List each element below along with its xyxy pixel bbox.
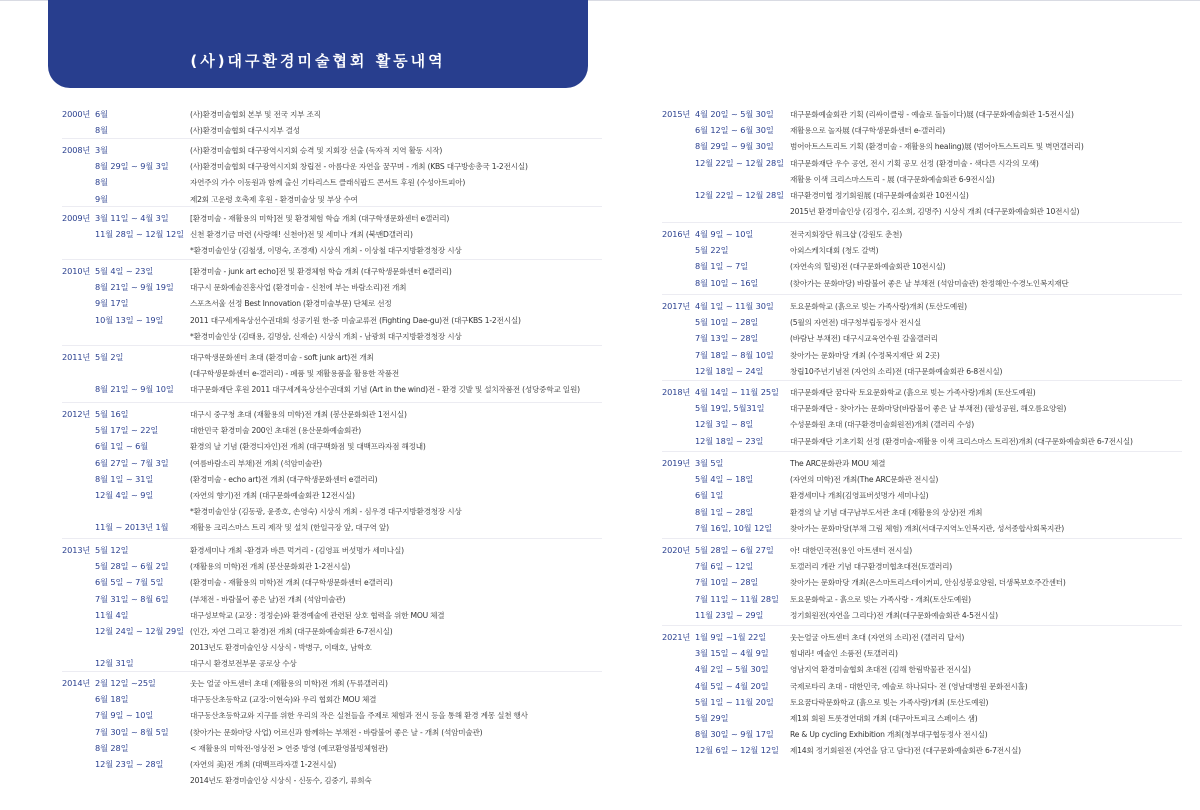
activity-date: 5월 1일 ~ 11월 20일 (695, 696, 774, 707)
activity-row (662, 125, 1182, 141)
activity-description: (환경미술 - echo art)전 개최 (대구학생문화센터 e갤러리) (190, 474, 378, 484)
activity-row (662, 387, 1182, 403)
year-label: 2012년 (62, 409, 91, 419)
activity-row (662, 261, 1182, 277)
activity-date: 12월 18일 ~ 24일 (695, 365, 764, 376)
activity-description: (바람난 부채전) 대구시교육연수원 갈울갤러리 (790, 334, 938, 344)
activity-row (62, 229, 602, 245)
activity-date: 7월 13일 ~ 28일 (695, 333, 759, 344)
activity-row (662, 174, 1182, 190)
activity-description: 환경의 날 기념 대구남부도서관 초대 (재활용의 상상)전 개최 (790, 507, 983, 517)
activity-description: 대구성보학교 (교장 : 정정순)와 환경예술에 관련된 상호 협력을 위한 MOU 체결 (190, 610, 445, 620)
activity-date: 5월 10일 ~ 28일 (695, 317, 759, 328)
activity-date: 8월 30일 ~ 9월 17일 (695, 729, 774, 740)
activity-description: 수성문화원 초대 (대구환경미술회원전)개최 (갤러리 수성) (790, 420, 975, 430)
activity-description: 대한민국 환경미술 200인 초대전 (용산문화예술회관) (190, 426, 361, 436)
activity-date: 2월 12일 ~25일 (95, 678, 156, 688)
activity-date: 5월 4일 ~ 23일 (95, 266, 154, 276)
activity-description: (환경미술 - 재활용의 미학)전 개최 (대구학생문화센터 e갤러리) (190, 578, 393, 588)
activity-row (62, 626, 602, 642)
activity-row (62, 384, 602, 400)
activity-description: *환경미술인상 (김동광, 윤종호, 손영숙) 시상식 개최 - 심우경 대구지방환경청장 시상 (190, 507, 462, 517)
activity-row (662, 350, 1182, 366)
activity-description: *환경미술인상 (김태용, 김명삼, 신재순) 시상식 개최 - 남광희 대구지방환경청장 시상 (190, 331, 462, 341)
activity-date: 3월 5일 (695, 458, 724, 468)
group-divider (62, 345, 602, 346)
activity-row (62, 678, 602, 694)
activity-description: (자연의 미학)전 개최(The ARC문화관 전시실) (790, 475, 939, 485)
activity-row (62, 425, 602, 441)
activity-description: 대구문화재단 후원 2011 대구세계육상선수권대회 기념 (Art in the wind)전 - 환경 깃발 및 설치작품전 (성당중학교 일원) (190, 385, 580, 395)
activity-row (62, 409, 602, 425)
year-label: 2017년 (662, 301, 691, 311)
activity-description: 토요꿈다락문화학교 (흙으로 빚는 가족사랑)개최 (토산도예원) (790, 697, 989, 707)
year-label: 2013년 (62, 545, 91, 555)
activity-description: [환경미술 - junk art echo]전 및 환경체험 학습 개최 (대구학생문화센터 e갤러리) (190, 267, 452, 276)
activity-row (62, 177, 602, 193)
activity-date: 4월 9일 ~ 10일 (695, 229, 754, 239)
activity-date: 12월 24일 ~ 12월 29일 (95, 626, 184, 636)
activity-description: 찾아가는 문화마당 개최 (수정복지재단 외 2곳) (790, 350, 940, 360)
activity-row (62, 109, 602, 125)
activity-date: 12월 22일 ~ 12월 28일 (695, 190, 784, 200)
activity-description: 대구시 중구청 초대 (재활용의 미학)전 개최 (봉산문화회관 1전시실) (190, 410, 407, 419)
group-divider (62, 259, 602, 260)
activity-row (62, 441, 602, 457)
group-divider (62, 402, 602, 403)
activity-row (662, 301, 1182, 317)
activity-description: 국제로타리 초대 - 대한민국, 예술로 하나되다- 전 (영남대병원 문화전시홀) (790, 681, 1028, 691)
activity-description: 힘내라! 예술인 소품전 (토갤러리) (790, 649, 898, 659)
activity-description: The ARC문화관과 MOU 체결 (790, 459, 886, 468)
activity-row (662, 561, 1182, 577)
activity-date: 10월 13일 ~ 19일 (95, 314, 164, 325)
group-divider (662, 451, 1182, 452)
activity-date: 7월 18일 ~ 8월 10일 (695, 349, 774, 360)
activity-description: 2011 대구세계육상선수권대회 성공기원 한-중 미술교류전 (Fighting Dae-gu)전 (대구KBS 1-2전시실) (190, 315, 521, 325)
activity-description: 환경세미나 개최(김영표버섯명가 세미나실) (790, 491, 929, 501)
activity-row (62, 743, 602, 759)
activity-row (62, 522, 602, 538)
activity-date: 11월 23일 ~ 29일 (695, 609, 764, 620)
activity-date: 11월 ~ 2013년 1월 (95, 522, 169, 533)
activity-date: 4월 2일 ~ 5월 30일 (695, 664, 769, 675)
activity-date: 8월 29일 ~ 9월 30일 (695, 141, 774, 152)
activity-row (662, 610, 1182, 626)
activity-description: 대구문화재단 기초기획 선정 (환경미술-재활용 이색 크리스마스 트리전)개최 (대구문화예술회관 6-7전시실) (790, 436, 1133, 446)
activity-row (662, 109, 1182, 125)
activity-date: 6월 12일 ~ 6월 30일 (695, 125, 774, 136)
activity-description: 찾아가는 문화마당 개최(온스마트리스테이커피, 안심성봉요양원, 더생복보호주간센터) (790, 578, 1066, 588)
activity-row (662, 190, 1182, 206)
activity-row (62, 710, 602, 726)
group-divider (662, 625, 1182, 626)
activity-date: 1월 9일 ~1월 22일 (695, 632, 767, 642)
activity-date: 8월 10일 ~ 16일 (695, 277, 759, 288)
activity-row (62, 282, 602, 298)
activity-date: 9월 (95, 193, 108, 204)
activity-description: 웃는 얼굴 아트센터 초대 (재활용의 미학)전 개최 (두류갤러리) (190, 679, 388, 688)
activity-description: 토갤러리 개관 기념 대구환경미협초대전(토갤러리) (790, 562, 953, 572)
activity-row (62, 775, 602, 791)
activity-description: 제2회 고운령 호축제 후원 - 환경미술상 및 부상 수여 (190, 194, 358, 204)
activity-date: 12월 22일 ~ 12월 28일 (695, 157, 784, 168)
activity-row (662, 523, 1182, 539)
activity-row (662, 713, 1182, 729)
activity-row (662, 664, 1182, 680)
activity-description: 2014년도 환경미술인상 시상식 - 신동수, 김중기, 류희숙 (190, 776, 372, 786)
activity-description: 전국지회장단 워크샵 (강원도 춘천) (790, 230, 903, 239)
activity-description: (부채전 - 바람불어 좋은 날)전 개최 (석암미술관) (190, 594, 346, 604)
activity-description: (자연의 향기)전 개최 (대구문화예술회관 12전시실) (190, 491, 355, 500)
activity-date: 6월 18일 (95, 694, 129, 705)
activity-description: 스포츠서울 선정 Best Innovation (환경미술부문) 단체로 선정 (190, 299, 392, 309)
activity-date: 12월 4일 ~ 9일 (95, 490, 154, 500)
activity-description: (자연속의 힐링)전 (대구문화예술회관 10전시실) (790, 262, 946, 272)
activity-description: (대구학생문화센터 e-갤러리) - 폐품 및 재활용품을 활용한 작품전 (190, 369, 399, 379)
activity-date: 5월 28일 ~ 6월 2일 (95, 561, 169, 572)
activity-row (662, 229, 1182, 245)
activity-description: 대구시 문화예술진흥사업 (환경미술 - 신천에 부는 바람소리)전 개최 (190, 283, 407, 293)
activity-row (662, 333, 1182, 349)
activity-row (62, 298, 602, 314)
activity-row (662, 317, 1182, 333)
activity-row (662, 419, 1182, 435)
activity-row (662, 245, 1182, 261)
activity-description: 대구환경미협 정기회원展 (대구문화예술회관 10전시실) (790, 191, 969, 200)
activity-date: 7월 30일 ~ 8월 5일 (95, 726, 169, 737)
year-label: 2021년 (662, 632, 691, 642)
activity-description: 대구문화재단 - 찾아가는 문화마당(바람불어 좋은 날 부채전) (팔성공원, 해오름요양원) (790, 404, 1067, 414)
activity-date: 5월 16일 (95, 409, 129, 419)
activity-date: 8월 28일 (95, 742, 129, 753)
activity-description: 대구문화재단 꿈다락 토요문화학교 (흙으로 빚는 가족사랑)개최 (토산도예원) (790, 388, 1036, 397)
activity-row (62, 368, 602, 384)
activity-description: 대구시 환경보전부문 공로상 수상 (190, 659, 297, 669)
activity-row (662, 594, 1182, 610)
activity-date: 5월 22일 (695, 245, 729, 256)
activity-description: 정기회원전(자연을 그리다)전 개최(대구문화예술회관 4-5전시실) (790, 610, 998, 620)
group-divider (62, 538, 602, 539)
activity-date: 7월 10일 ~ 28일 (695, 577, 759, 588)
activity-date: 8월 21일 ~ 9월 10일 (95, 384, 174, 395)
group-divider (62, 206, 602, 207)
activity-row (62, 610, 602, 626)
activity-date: 4월 20일 ~ 5월 30일 (695, 109, 774, 119)
activity-date: 7월 31일 ~ 8월 6일 (95, 593, 169, 604)
activity-description: < 재활용의 미학전-영상전 > 연중 방영 (예코환영볼빙체험관) (190, 743, 388, 753)
activity-description: (사)환경미술협회 대구광역시지회 승격 및 지회장 선출 (독자적 지역 활동 시작) (190, 146, 443, 155)
activity-row (662, 141, 1182, 157)
group-divider (662, 294, 1182, 295)
activity-row (62, 458, 602, 474)
activity-description: 2013년도 환경미술인상 시상식 - 박병구, 이태호, 남학호 (190, 643, 372, 653)
activity-row (662, 403, 1182, 419)
activity-row (62, 594, 602, 610)
activity-description: 대구동산초등학교와 지구를 위한 우리의 작은 실천들을 주제로 체험과 전시 등을 통해 환경 계몽 실천 행사 (190, 711, 528, 721)
activity-description: (인간, 자연 그리고 환경)전 개최 (대구문화예술회관 6-7전시실) (190, 627, 393, 636)
activity-date: 7월 9일 ~ 10일 (95, 710, 154, 721)
activity-row (662, 206, 1182, 222)
activity-row (662, 490, 1182, 506)
year-label: 2010년 (62, 266, 91, 276)
activity-row (62, 561, 602, 577)
activity-description: (재활용의 미학)전 개최 (봉산문화회관 1-2전시실) (190, 562, 351, 572)
activity-description: [환경미술 - 재활용의 미학]전 및 환경체험 학습 개최 (대구학생문화센터 e갤러리) (190, 214, 450, 223)
activity-description: Re & Up cycling Exhibition 개최(청부대구협동정사 전시실) (790, 730, 988, 740)
activity-row (662, 577, 1182, 593)
activity-description: 웃는얼굴 아트센터 초대 (자연의 소리)전 (갤러리 달서) (790, 633, 965, 642)
activity-description: 환경의 날 기념 (환경디자인)전 개최 (대구백화점 및 대백프라자점 해정내) (190, 442, 426, 452)
activity-row (662, 436, 1182, 452)
activity-row (62, 213, 602, 229)
activity-date: 12월 31일 (95, 658, 134, 669)
activity-date: 3월 (95, 145, 108, 155)
year-label: 2008년 (62, 145, 91, 155)
activity-date: 12월 23일 ~ 28일 (95, 759, 164, 769)
activity-description: 아외스케치대회 (청도 갈벽) (790, 246, 879, 256)
activity-description: 대구문화예술회관 기획 (리싸이클링 - 예술로 돌돌이다)展 (대구문화예술회관 1-5전시실) (790, 110, 1074, 119)
activity-row (662, 729, 1182, 745)
activity-date: 5월 29일 (695, 713, 729, 723)
activity-description: 재활용 크리스마스 트리 제작 및 설치 (한일극장 앞, 대구역 앞) (190, 523, 389, 533)
year-label: 2009년 (62, 213, 91, 223)
activity-date: 6월 1일 ~ 6월 (95, 441, 149, 452)
activity-description: 영남지역 환경미술협회 초대전 (김해 한림박물관 전시실) (790, 665, 971, 675)
activity-row (662, 697, 1182, 713)
activity-description: (5월의 자연전) 대구청부립동정사 전시실 (790, 318, 921, 328)
group-divider (662, 538, 1182, 539)
activity-date: 11월 4일 (95, 609, 129, 620)
activity-description: 토요문화학교 (흙으로 빚는 가족사랑)개최 (토산도예원) (790, 302, 967, 311)
activity-row (662, 458, 1182, 474)
activity-row (62, 727, 602, 743)
activity-description: 재활용 이색 크리스마스트리 - 展 (대구문화예술회관 6-9전시실) (790, 174, 995, 184)
activity-row (62, 642, 602, 658)
activity-description: 자연주의 가수 이동원과 함께 출신 기타리스트 클래식팝드 콘서트 후원 (수성아트피아) (190, 178, 466, 188)
activity-row (662, 632, 1182, 648)
year-label: 2000년 (62, 109, 91, 119)
activity-date: 5월 4일 ~ 18일 (695, 474, 754, 485)
year-label: 2020년 (662, 545, 691, 555)
activity-row (662, 474, 1182, 490)
year-label: 2018년 (662, 387, 691, 397)
activity-row (62, 545, 602, 561)
activity-date: 8월 29일 ~ 9월 3일 (95, 161, 169, 172)
activity-description: *환경미술인상 (김철생, 이명숙, 조경재) 시상식 개최 - 이상철 대구지방환경청장 시상 (190, 246, 462, 256)
activity-date: 12월 18일 ~ 23일 (695, 435, 764, 446)
activity-date: 8월 1일 ~ 7일 (695, 261, 749, 272)
activity-description: (여름바람소리 부채)전 개최 (석암미술관) (190, 458, 322, 468)
activity-date: 8월 1일 ~ 31일 (95, 473, 154, 484)
activity-row (62, 694, 602, 710)
activity-row (662, 507, 1182, 523)
activity-row (62, 577, 602, 593)
activity-date: 4월 14일 ~ 11월 25일 (695, 387, 779, 397)
activity-description: 대구문화재단 우수 공연, 전시 기획 공모 선정 (환경미술 - 색다른 시각의 모색) (790, 158, 1039, 168)
activity-description: 창립10주년기념전 (자연의 소리)전 (대구문화예술회관 6-8전시실) (790, 366, 1003, 376)
activity-date: 9월 17일 (95, 298, 129, 309)
activity-date: 8월 1일 ~ 28일 (695, 506, 754, 517)
activity-description: 2015년 환경미술인상 (김정수, 김소희, 김명주) 시상식 개최 (대구문화예술회관 10전시실) (790, 207, 1080, 217)
title-banner (48, 0, 588, 88)
activity-date: 11월 28일 ~ 12월 12일 (95, 229, 184, 240)
activity-row (662, 545, 1182, 561)
activity-row (62, 315, 602, 331)
group-divider (662, 222, 1182, 223)
activity-date: 12월 3일 ~ 8일 (695, 419, 754, 430)
activity-date: 6월 5일 ~ 7월 5일 (95, 577, 164, 588)
activity-row (62, 506, 602, 522)
activity-description: 재활용으로 놀자展 (대구학생문화센터 e-갤러리) (790, 126, 946, 136)
activity-row (662, 681, 1182, 697)
activity-description: 찾아가는 문화마당(부채 그림 체험) 개최(서대구지역노인복지관, 성서종합사회복지관) (790, 523, 1065, 533)
activity-description: (자연의 美)전 개최 (대백프라자갤 1-2전시실) (190, 760, 337, 769)
year-label: 2014년 (62, 678, 91, 688)
activity-date: 7월 6일 ~ 12일 (695, 561, 754, 572)
activity-date: 8월 (95, 125, 108, 136)
activity-row (62, 474, 602, 490)
activity-description: 제14회 정기회원전 (자연을 담고 담다)전 (대구문화예술회관 6-7전시실) (790, 746, 1021, 756)
activity-date: 3월 11일 ~ 4월 3일 (95, 213, 169, 223)
activity-date: 3월 15일 ~ 4월 9일 (695, 648, 769, 659)
activity-description: (찾아가는 문화마당 사업) 어르신과 함께하는 부채전 - 바람불어 좋은 날 - 개최 (석암미술관) (190, 727, 483, 737)
activity-date: 7월 11일 ~ 11월 28일 (695, 593, 779, 604)
year-label: 2015년 (662, 109, 691, 119)
activity-row (62, 759, 602, 775)
activity-description: (사)환경미술협회 대구시지부 결성 (190, 126, 300, 136)
activity-date: 5월 12일 (95, 545, 129, 555)
activity-description: 아! 대한민국전(용인 아트센터 전시실) (790, 546, 913, 555)
activity-row (662, 158, 1182, 174)
activity-row (62, 194, 602, 210)
activity-row (62, 490, 602, 506)
activity-row (662, 278, 1182, 294)
year-label: 2011년 (62, 352, 91, 362)
activity-description: 환경세미나 개최 -환경과 바른 먹거리 - (김영표 버섯명가 세미나실) (190, 546, 404, 555)
activity-date: 5월 28일 ~ 6월 27일 (695, 545, 774, 555)
activity-description: 신천 환경기금 마련 (사랑해! 신천아)전 및 세미나 개최 (북맨D갤러리) (190, 230, 413, 240)
page-title: (사)대구환경미술협회 활동내역 (190, 52, 446, 70)
activity-description: (사)환경미술협회 본부 및 전국 지부 조직 (190, 110, 321, 119)
activity-description: 토요문화학교 - 흙으로 빚는 가족사랑 - 개최(토산도예원) (790, 594, 971, 604)
activity-description: 범어아트스트리트 기획 (환경미술 - 재활용의 healing)展 (범어아트스트리트 및 벽면갤러리) (790, 142, 1084, 152)
year-label: 2016년 (662, 229, 691, 239)
group-divider (662, 380, 1182, 381)
group-divider (62, 671, 602, 672)
activity-date: 5월 19일, 5월31일 (695, 403, 765, 414)
activity-description: 제1회 회원 트롯경연대회 개최 (대구아트피크 스페이스 샘) (790, 714, 978, 723)
activity-row (62, 145, 602, 161)
activity-date: 5월 17일 ~ 22일 (95, 425, 159, 436)
activity-row (662, 648, 1182, 664)
year-label: 2019년 (662, 458, 691, 468)
activity-date: 4월 1일 ~ 11월 30일 (695, 301, 774, 311)
activity-date: 8월 21일 ~ 9월 19일 (95, 282, 174, 293)
activity-description: (사)환경미술협회 대구광역시지회 창립전 - 아름다운 자연을 꿈꾸며 - 개최 (KBS 대구방송총국 1-2전시실) (190, 162, 528, 172)
activity-date: 6월 27일 ~ 7월 3일 (95, 457, 169, 468)
activity-date: 7월 16일, 10월 12일 (695, 522, 773, 533)
activity-description: 대구동산초등학교 (교장:이현숙)와 우리 협회간 MOU 체결 (190, 695, 377, 705)
activity-date: 5월 2일 (95, 352, 124, 362)
activity-date: 4월 5일 ~ 4월 20일 (695, 680, 769, 691)
activity-date: 8월 (95, 177, 108, 188)
activity-description: 대구학생문화센터 초대 (환경미술 - soft junk art)전 개최 (190, 353, 374, 362)
activity-row (62, 161, 602, 177)
activity-date: 6월 1일 (695, 490, 724, 501)
activity-date: 12월 6일 ~ 12월 12일 (695, 745, 779, 756)
activity-row (62, 266, 602, 282)
activity-row (662, 745, 1182, 761)
group-divider (62, 138, 602, 139)
activity-description: (찾아가는 문화마당) 바람불어 좋은 날 부채전 (석암미술관) 찬정해안·수경노인복지재단 (790, 278, 1069, 288)
activity-date: 6월 (95, 109, 108, 119)
activity-row (62, 352, 602, 368)
